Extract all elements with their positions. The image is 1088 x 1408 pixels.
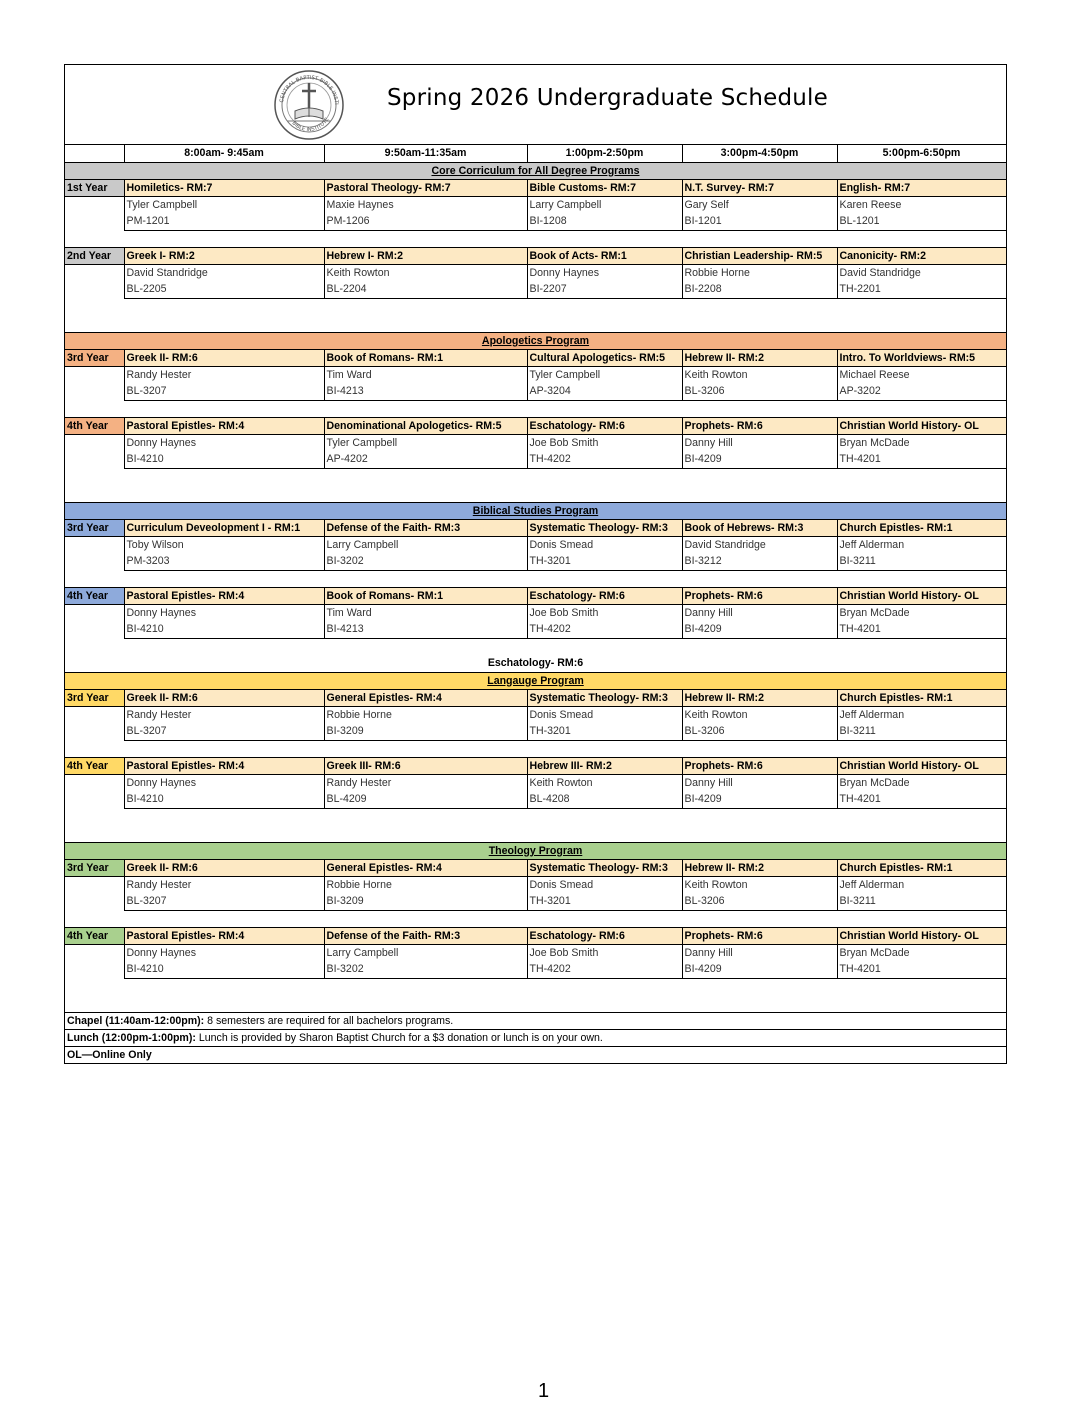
- course-code: AP-4202: [324, 451, 527, 468]
- course-name: Book of Acts- RM:1: [527, 247, 682, 264]
- course-teacher: Randy Hester: [324, 774, 527, 791]
- footnote-label: OL—Online Only: [67, 1048, 152, 1061]
- course-code: PM-1206: [324, 213, 527, 230]
- svg-text:BIBLE INSTITUTE: BIBLE INSTITUTE: [290, 116, 331, 134]
- code-row: [65, 213, 1006, 230]
- course-code: BI-4210: [124, 621, 324, 638]
- course-teacher: David Standridge: [124, 264, 324, 281]
- spacer-row: [65, 995, 1006, 1012]
- course-teacher: Toby Wilson: [124, 536, 324, 553]
- year-label: 3rd Year: [65, 859, 124, 876]
- course-code: BI-3211: [837, 723, 1006, 740]
- course-teacher: Robbie Horne: [324, 706, 527, 723]
- course-name: Hebrew II- RM:2: [682, 859, 837, 876]
- spacer-row: [65, 230, 1006, 247]
- year-label: 4th Year: [65, 757, 124, 774]
- footnote: [65, 1012, 1006, 1029]
- course-teacher: Tyler Campbell: [324, 434, 527, 451]
- course-code: TH-3201: [527, 553, 682, 570]
- spacer-row: [65, 740, 1006, 757]
- schedule-header: [65, 65, 1006, 145]
- course-name: Christian World History- OL: [837, 757, 1006, 774]
- course-name: Greek II- RM:6: [124, 859, 324, 876]
- teacher-row: [65, 706, 1006, 723]
- course-teacher: Robbie Horne: [324, 876, 527, 893]
- course-teacher: Joe Bob Smith: [527, 944, 682, 961]
- course-code: BL-2204: [324, 281, 527, 298]
- course-name: Cultural Apologetics- RM:5: [527, 349, 682, 366]
- year-blank: [65, 774, 124, 791]
- course-name: General Epistles- RM:4: [324, 689, 527, 706]
- spacer-cell: [65, 740, 1006, 757]
- page-number: 1: [538, 1380, 550, 1402]
- course-name: N.T. Survey- RM:7: [682, 179, 837, 196]
- course-teacher: Keith Rowton: [682, 706, 837, 723]
- teacher-row: [65, 536, 1006, 553]
- year-label: 4th Year: [65, 587, 124, 604]
- spacer-row: [65, 978, 1006, 995]
- course-name: Christian Leadership- RM:5: [682, 247, 837, 264]
- course-code: BL-4208: [527, 791, 682, 808]
- time-slot-header: 3:00pm-4:50pm: [682, 145, 837, 162]
- course-teacher: Gary Self: [682, 196, 837, 213]
- spacer-row: [65, 638, 1006, 655]
- school-seal-icon: [273, 69, 345, 141]
- course-name: Pastoral Epistles- RM:4: [124, 417, 324, 434]
- course-name: Systematic Theology- RM:3: [527, 689, 682, 706]
- spacer-cell: [65, 230, 1006, 247]
- course-code: TH-3201: [527, 893, 682, 910]
- course-name: Intro. To Worldviews- RM:5: [837, 349, 1006, 366]
- course-name: Hebrew II- RM:2: [682, 689, 837, 706]
- course-name: Pastoral Epistles- RM:4: [124, 927, 324, 944]
- course-code: TH-4202: [527, 621, 682, 638]
- schedule-sheet: [64, 64, 1007, 1064]
- course-name: Book of Romans- RM:1: [324, 349, 527, 366]
- course-code: BI-4210: [124, 791, 324, 808]
- program-title: Langauge Program: [65, 672, 1006, 689]
- course-teacher: David Standridge: [682, 536, 837, 553]
- year-label: 3rd Year: [65, 519, 124, 536]
- course-code: BI-3202: [324, 961, 527, 978]
- course-name: Church Epistles- RM:1: [837, 689, 1006, 706]
- course-code: PM-1201: [124, 213, 324, 230]
- course-code: BI-4213: [324, 383, 527, 400]
- page-title: Spring 2026 Undergraduate Schedule: [387, 85, 828, 111]
- year-blank: [65, 196, 124, 213]
- code-row: [65, 281, 1006, 298]
- spacer-cell: [65, 910, 1006, 927]
- course-teacher: Bryan McDade: [837, 434, 1006, 451]
- course-code: TH-4202: [527, 961, 682, 978]
- year-blank: [65, 264, 124, 281]
- program-title: Core Corriculum for All Degree Programs: [65, 162, 1006, 179]
- course-name: Systematic Theology- RM:3: [527, 859, 682, 876]
- course-teacher: Donny Haynes: [124, 774, 324, 791]
- footnote-label: Lunch (12:00pm-1:00pm):: [67, 1031, 196, 1044]
- course-row: [65, 689, 1006, 706]
- course-name: Eschatology- RM:6: [527, 927, 682, 944]
- spacer-cell: [65, 808, 1006, 825]
- course-code: BI-2208: [682, 281, 837, 298]
- course-code: BL-1201: [837, 213, 1006, 230]
- spacer-cell: [65, 638, 1006, 655]
- year-blank: [65, 451, 124, 468]
- course-code: BI-3202: [324, 553, 527, 570]
- course-name: Defense of the Faith- RM:3: [324, 519, 527, 536]
- year-label: 2nd Year: [65, 247, 124, 264]
- program-band: [65, 162, 1006, 179]
- year-blank: [65, 944, 124, 961]
- course-row: [65, 927, 1006, 944]
- spacer-row: [65, 825, 1006, 842]
- course-name: Canonicity- RM:2: [837, 247, 1006, 264]
- course-name: Pastoral Epistles- RM:4: [124, 587, 324, 604]
- year-blank: [65, 961, 124, 978]
- year-blank: [65, 383, 124, 400]
- course-row: [65, 247, 1006, 264]
- course-code: AP-3204: [527, 383, 682, 400]
- course-code: TH-4202: [527, 451, 682, 468]
- course-code: BL-3207: [124, 723, 324, 740]
- course-code: BI-3209: [324, 723, 527, 740]
- time-slot-header: 8:00am- 9:45am: [124, 145, 324, 162]
- course-name: Hebrew III- RM:2: [527, 757, 682, 774]
- course-name: Hebrew II- RM:2: [682, 349, 837, 366]
- year-blank: [65, 706, 124, 723]
- year-blank: [65, 791, 124, 808]
- year-blank: [65, 366, 124, 383]
- footnote-text: 8 semesters are required for all bachelors programs.: [204, 1014, 454, 1027]
- course-row: [65, 587, 1006, 604]
- year-blank: [65, 876, 124, 893]
- course-name: General Epistles- RM:4: [324, 859, 527, 876]
- spacer-cell: [65, 315, 1006, 332]
- course-code: BL-3206: [682, 723, 837, 740]
- footnote: [65, 1046, 1006, 1063]
- course-row: [65, 519, 1006, 536]
- course-teacher: Danny Hill: [682, 944, 837, 961]
- course-code: BL-3207: [124, 383, 324, 400]
- course-teacher: Randy Hester: [124, 876, 324, 893]
- schedule-table: [65, 145, 1007, 1063]
- schedule-note: Eschatology- RM:6: [487, 657, 584, 670]
- year-blank: [65, 213, 124, 230]
- course-teacher: Donny Haynes: [124, 434, 324, 451]
- course-name: Prophets- RM:6: [682, 417, 837, 434]
- course-row: [65, 179, 1006, 196]
- year-label: 3rd Year: [65, 689, 124, 706]
- course-code: TH-4201: [837, 621, 1006, 638]
- year-blank: [65, 621, 124, 638]
- year-blank: [65, 553, 124, 570]
- course-teacher: Joe Bob Smith: [527, 604, 682, 621]
- teacher-row: [65, 604, 1006, 621]
- year-blank: [65, 893, 124, 910]
- spacer-cell: [65, 825, 1006, 842]
- program-title: Theology Program: [65, 842, 1006, 859]
- spacer-cell: [65, 400, 1006, 417]
- course-teacher: Jeff Alderman: [837, 876, 1006, 893]
- spacer-cell: [65, 995, 1006, 1012]
- course-teacher: Donis Smead: [527, 536, 682, 553]
- course-name: Curriculum Deveolopment I - RM:1: [124, 519, 324, 536]
- course-name: Church Epistles- RM:1: [837, 859, 1006, 876]
- code-row: [65, 553, 1006, 570]
- year-label: 3rd Year: [65, 349, 124, 366]
- course-name: Homiletics- RM:7: [124, 179, 324, 196]
- course-code: BI-4213: [324, 621, 527, 638]
- course-name: Pastoral Epistles- RM:4: [124, 757, 324, 774]
- course-code: BI-4210: [124, 451, 324, 468]
- course-code: BL-3206: [682, 383, 837, 400]
- course-name: English- RM:7: [837, 179, 1006, 196]
- course-code: AP-3202: [837, 383, 1006, 400]
- teacher-row: [65, 876, 1006, 893]
- time-slot-header: 9:50am-11:35am: [324, 145, 527, 162]
- course-code: BL-3207: [124, 893, 324, 910]
- course-code: TH-4201: [837, 791, 1006, 808]
- spacer-row: [65, 808, 1006, 825]
- course-code: BI-4209: [682, 791, 837, 808]
- footnote-row: [65, 1046, 1006, 1063]
- course-teacher: Keith Rowton: [682, 876, 837, 893]
- footnote-row: [65, 1029, 1006, 1046]
- course-teacher: Robbie Horne: [682, 264, 837, 281]
- svg-text:CENTRAL BAPTIST BIBLE INSTITUT: CENTRAL BAPTIST BIBLE INSTI: [279, 74, 340, 105]
- course-name: Book of Romans- RM:1: [324, 587, 527, 604]
- course-code: BI-4209: [682, 621, 837, 638]
- course-code: PM-3203: [124, 553, 324, 570]
- course-code: BL-3206: [682, 893, 837, 910]
- course-teacher: Donny Haynes: [527, 264, 682, 281]
- course-name: Defense of the Faith- RM:3: [324, 927, 527, 944]
- spacer-cell: [65, 978, 1006, 995]
- course-code: BI-3212: [682, 553, 837, 570]
- course-teacher: Tim Ward: [324, 366, 527, 383]
- spacer-row: [65, 468, 1006, 485]
- year-blank: [65, 723, 124, 740]
- spacer-cell: [65, 570, 1006, 587]
- course-teacher: Keith Rowton: [527, 774, 682, 791]
- course-code: BL-4209: [324, 791, 527, 808]
- code-row: [65, 621, 1006, 638]
- course-row: [65, 417, 1006, 434]
- year-blank: [65, 434, 124, 451]
- footnote-label: Chapel (11:40am-12:00pm):: [67, 1014, 205, 1027]
- course-teacher: Larry Campbell: [324, 536, 527, 553]
- teacher-row: [65, 196, 1006, 213]
- note-row: [65, 655, 1006, 672]
- course-name: Denominational Apologetics- RM:5: [324, 417, 527, 434]
- code-row: [65, 383, 1006, 400]
- course-teacher: Tim Ward: [324, 604, 527, 621]
- footnote-text: Lunch is provided by Sharon Baptist Church for a $3 donation or lunch is on your own.: [195, 1031, 603, 1044]
- course-teacher: Donny Haynes: [124, 944, 324, 961]
- course-teacher: Donis Smead: [527, 876, 682, 893]
- spacer-row: [65, 910, 1006, 927]
- program-band: [65, 672, 1006, 689]
- course-name: Greek II- RM:6: [124, 349, 324, 366]
- course-teacher: Joe Bob Smith: [527, 434, 682, 451]
- spacer-cell: [65, 298, 1006, 315]
- teacher-row: [65, 944, 1006, 961]
- teacher-row: [65, 366, 1006, 383]
- program-band: [65, 842, 1006, 859]
- course-row: [65, 859, 1006, 876]
- course-code: BI-3211: [837, 893, 1006, 910]
- course-name: Prophets- RM:6: [682, 587, 837, 604]
- code-row: [65, 893, 1006, 910]
- course-teacher: Bryan McDade: [837, 604, 1006, 621]
- program-title: Biblical Studies Program: [65, 502, 1006, 519]
- course-name: Prophets- RM:6: [682, 927, 837, 944]
- time-slot-corner: [65, 145, 124, 162]
- course-name: Christian World History- OL: [837, 587, 1006, 604]
- course-code: BI-3211: [837, 553, 1006, 570]
- course-code: TH-4201: [837, 961, 1006, 978]
- course-name: Hebrew I- RM:2: [324, 247, 527, 264]
- spacer-row: [65, 485, 1006, 502]
- course-teacher: Bryan McDade: [837, 944, 1006, 961]
- course-teacher: Bryan McDade: [837, 774, 1006, 791]
- course-name: Greek III- RM:6: [324, 757, 527, 774]
- footnote: [65, 1029, 1006, 1046]
- course-name: Eschatology- RM:6: [527, 587, 682, 604]
- course-teacher: Jeff Alderman: [837, 706, 1006, 723]
- course-code: BI-2207: [527, 281, 682, 298]
- course-name: Christian World History- OL: [837, 927, 1006, 944]
- course-code: BI-1201: [682, 213, 837, 230]
- course-teacher: Maxie Haynes: [324, 196, 527, 213]
- course-code: BI-1208: [527, 213, 682, 230]
- course-teacher: Donny Haynes: [124, 604, 324, 621]
- program-band: [65, 332, 1006, 349]
- footnote-row: [65, 1012, 1006, 1029]
- course-teacher: David Standridge: [837, 264, 1006, 281]
- year-blank: [65, 604, 124, 621]
- course-teacher: Larry Campbell: [527, 196, 682, 213]
- course-name: Prophets- RM:6: [682, 757, 837, 774]
- course-teacher: Keith Rowton: [682, 366, 837, 383]
- program-title: Apologetics Program: [65, 332, 1006, 349]
- course-row: [65, 349, 1006, 366]
- course-name: Bible Customs- RM:7: [527, 179, 682, 196]
- code-row: [65, 791, 1006, 808]
- course-code: BI-4210: [124, 961, 324, 978]
- course-name: Church Epistles- RM:1: [837, 519, 1006, 536]
- spacer-row: [65, 298, 1006, 315]
- time-slot-header: 1:00pm-2:50pm: [527, 145, 682, 162]
- course-teacher: Keith Rowton: [324, 264, 527, 281]
- course-code: TH-3201: [527, 723, 682, 740]
- course-teacher: Danny Hill: [682, 604, 837, 621]
- course-name: Christian World History- OL: [837, 417, 1006, 434]
- course-name: Book of Hebrews- RM:3: [682, 519, 837, 536]
- course-teacher: Michael Reese: [837, 366, 1006, 383]
- course-code: BI-4209: [682, 451, 837, 468]
- course-teacher: Tyler Campbell: [124, 196, 324, 213]
- year-label: 4th Year: [65, 417, 124, 434]
- year-label: 4th Year: [65, 927, 124, 944]
- course-name: Greek I- RM:2: [124, 247, 324, 264]
- spacer-row: [65, 400, 1006, 417]
- code-row: [65, 723, 1006, 740]
- program-band: [65, 502, 1006, 519]
- course-teacher: Randy Hester: [124, 706, 324, 723]
- course-teacher: Danny Hill: [682, 434, 837, 451]
- teacher-row: [65, 774, 1006, 791]
- course-teacher: Danny Hill: [682, 774, 837, 791]
- code-row: [65, 451, 1006, 468]
- year-label: 1st Year: [65, 179, 124, 196]
- spacer-row: [65, 570, 1006, 587]
- course-teacher: Jeff Alderman: [837, 536, 1006, 553]
- course-name: Greek II- RM:6: [124, 689, 324, 706]
- course-name: Systematic Theology- RM:3: [527, 519, 682, 536]
- course-code: BL-2205: [124, 281, 324, 298]
- time-slot-header: 5:00pm-6:50pm: [837, 145, 1006, 162]
- code-row: [65, 961, 1006, 978]
- spacer-row: [65, 315, 1006, 332]
- course-teacher: Tyler Campbell: [527, 366, 682, 383]
- course-code: BI-3209: [324, 893, 527, 910]
- course-teacher: Karen Reese: [837, 196, 1006, 213]
- year-blank: [65, 281, 124, 298]
- course-teacher: Randy Hester: [124, 366, 324, 383]
- year-blank: [65, 536, 124, 553]
- course-code: TH-2201: [837, 281, 1006, 298]
- course-code: BI-4209: [682, 961, 837, 978]
- course-teacher: Larry Campbell: [324, 944, 527, 961]
- spacer-cell: [65, 485, 1006, 502]
- spacer-cell: [65, 468, 1006, 485]
- course-name: Eschatology- RM:6: [527, 417, 682, 434]
- course-teacher: Donis Smead: [527, 706, 682, 723]
- course-row: [65, 757, 1006, 774]
- course-code: TH-4201: [837, 451, 1006, 468]
- course-name: Pastoral Theology- RM:7: [324, 179, 527, 196]
- teacher-row: [65, 264, 1006, 281]
- time-slot-row: [65, 145, 1006, 162]
- teacher-row: [65, 434, 1006, 451]
